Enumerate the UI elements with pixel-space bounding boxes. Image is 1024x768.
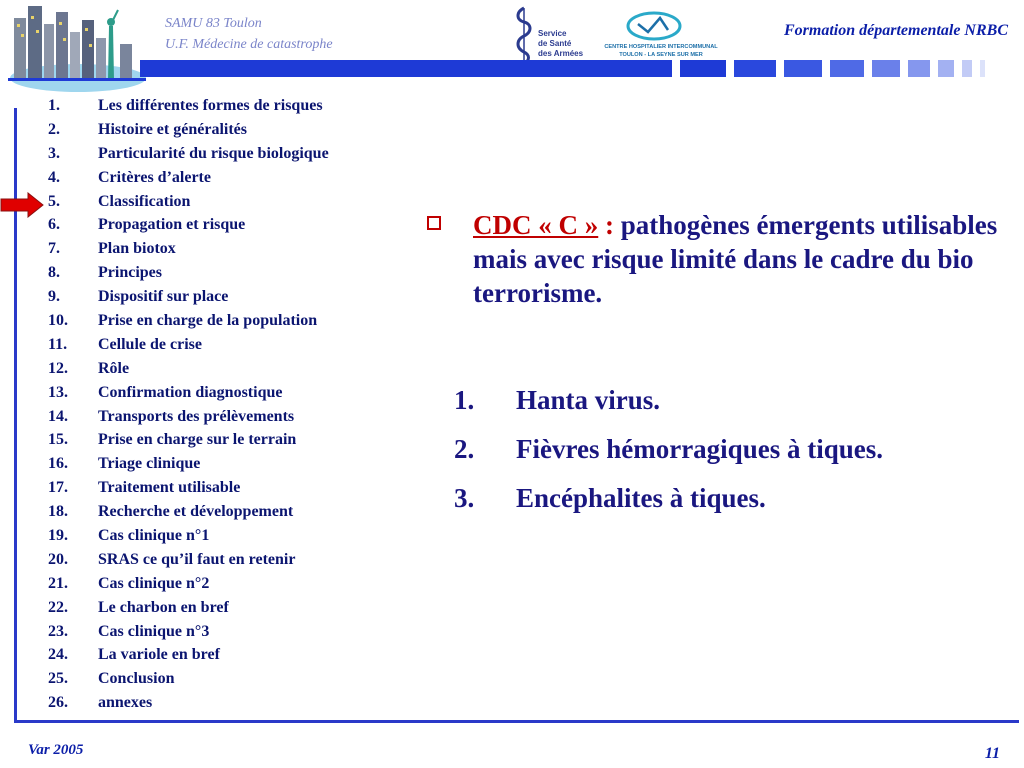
agenda-item-label: Transports des prélèvements	[98, 407, 295, 425]
agenda-item-label: Critères d’alerte	[98, 168, 211, 186]
agenda-item	[48, 548, 438, 572]
agenda-item-number: 8.	[48, 264, 60, 282]
agenda-item-number: 7.	[48, 240, 60, 258]
agenda-item-label: Cas clinique n°1	[98, 527, 210, 545]
agenda-item-number: 3.	[48, 144, 60, 162]
agenda-item-label: Cellule de crise	[98, 335, 202, 353]
cdc-category-term: CDC « C »	[473, 210, 599, 240]
course-title: Formation départementale NRBC	[783, 22, 1008, 39]
pathogen-item-number: 2.	[454, 434, 475, 464]
current-item-arrow-icon	[0, 192, 44, 218]
agenda-item-number: 10.	[48, 312, 68, 330]
agenda-item-label: Recherche et développement	[98, 503, 294, 521]
agenda-item-label: Prise en charge sur le terrain	[98, 431, 297, 449]
agenda-item	[48, 142, 438, 166]
agenda-item	[48, 357, 438, 381]
city-skyline-logo	[8, 4, 146, 92]
agenda-item-label: Dispositif sur place	[98, 288, 229, 306]
ssa-logo-line-2: de Santé	[538, 39, 572, 48]
agenda-item-label: Confirmation diagnostique	[98, 383, 283, 401]
agenda-item-label: La variole en bref	[98, 646, 220, 664]
agenda-item-number: 2.	[48, 120, 60, 138]
hospital-logo-line-2: TOULON - LA SEYNE SUR MER	[619, 52, 703, 58]
agenda-item	[48, 237, 438, 261]
agenda-item-number: 19.	[48, 527, 68, 545]
agenda-item-number: 24.	[48, 646, 68, 664]
header-band	[140, 60, 1020, 77]
footer-label: Var 2005	[28, 742, 84, 758]
agenda-item-label: Plan biotox	[98, 240, 176, 258]
agenda-item-number: 15.	[48, 431, 68, 449]
ssa-logo-line-1: Service	[538, 29, 567, 38]
agenda-item	[48, 572, 438, 596]
agenda-item-number: 23.	[48, 622, 68, 640]
agenda-item-number: 17.	[48, 479, 68, 497]
agenda-item-label: Prise en charge de la population	[98, 312, 318, 330]
agenda-item	[48, 643, 438, 667]
agenda-item-number: 13.	[48, 383, 68, 401]
agenda-item-label: Particularité du risque biologique	[98, 144, 329, 162]
agenda-item-label: Traitement utilisable	[98, 479, 241, 497]
agenda-item	[48, 620, 438, 644]
agenda-item	[48, 667, 438, 691]
main-paragraph-text: pathogènes émergents utilisables mais avec risque limité dans le cadre du bio terrorisme.	[473, 210, 998, 308]
agenda-item-label: Triage clinique	[98, 455, 201, 473]
agenda-item-number: 5.	[48, 192, 60, 210]
agenda-item-number: 21.	[48, 574, 68, 592]
agenda-item	[48, 452, 438, 476]
pathogen-item-number: 1.	[454, 385, 475, 415]
agenda-item-label: Rôle	[98, 359, 130, 377]
agenda-item-number: 9.	[48, 288, 60, 306]
agenda-item	[48, 261, 438, 285]
organization-name: SAMU 83 Toulon	[165, 16, 262, 31]
agenda-item-number: 26.	[48, 694, 68, 712]
agenda-item	[48, 118, 438, 142]
agenda-item-number: 20.	[48, 550, 68, 568]
agenda-item	[48, 524, 438, 548]
page-number: 11	[984, 745, 1000, 762]
pathogen-item-number: 3.	[454, 483, 475, 513]
agenda-item	[48, 213, 438, 237]
agenda-item-number: 22.	[48, 598, 68, 616]
agenda-item-label: Classification	[98, 192, 191, 210]
agenda-item	[48, 94, 438, 118]
agenda-item	[48, 285, 438, 309]
agenda-item-number: 4.	[48, 168, 60, 186]
agenda-item	[48, 428, 438, 452]
agenda-item-label: Principes	[98, 264, 162, 282]
agenda-item-number: 12.	[48, 359, 68, 377]
square-bullet-icon	[427, 216, 441, 230]
agenda-item	[48, 596, 438, 620]
agenda-item	[48, 166, 438, 190]
agenda-item-number: 1.	[48, 97, 60, 114]
agenda-item	[48, 190, 438, 214]
organization-unit: U.F. Médecine de catastrophe	[165, 37, 333, 52]
agenda-item	[48, 500, 438, 524]
agenda-item	[48, 691, 438, 715]
agenda-item-number: 18.	[48, 503, 68, 521]
service-sante-armees-logo	[510, 6, 590, 66]
agenda-item-label: Histoire et généralités	[98, 120, 247, 138]
agenda-item	[48, 476, 438, 500]
bottom-rule	[14, 720, 1019, 723]
agenda-item-label: Le charbon en bref	[98, 598, 229, 616]
agenda-item-label: SRAS ce qu’il faut en retenir	[98, 550, 296, 568]
agenda-item	[48, 309, 438, 333]
hospital-logo	[602, 10, 720, 62]
agenda-item-label: Cas clinique n°3	[98, 622, 210, 640]
pathogen-item-text: Hanta virus.	[516, 385, 661, 415]
agenda-item-number: 11.	[48, 335, 68, 353]
agenda-item-label: annexes	[98, 694, 153, 712]
agenda-item	[48, 333, 438, 357]
agenda-item-number: 6.	[48, 216, 60, 234]
agenda-item-number: 14.	[48, 407, 68, 425]
pathogen-item-text: Encéphalites à tiques.	[516, 483, 766, 513]
agenda-list	[48, 94, 438, 715]
agenda-item-label: Conclusion	[98, 670, 175, 688]
agenda-item-label: Cas clinique n°2	[98, 574, 210, 592]
term-colon: :	[605, 210, 614, 240]
agenda-item	[48, 381, 438, 405]
pathogen-item-text: Fièvres hémorragiques à tiques.	[516, 434, 883, 464]
ssa-logo-line-3: des Armées	[538, 49, 584, 58]
agenda-item	[48, 405, 438, 429]
agenda-item-label: Propagation et risque	[98, 216, 246, 234]
hospital-logo-line-1: CENTRE HOSPITALIER INTERCOMMUNAL	[604, 44, 718, 50]
agenda-item-label: Les différentes formes de risques	[98, 97, 323, 114]
main-paragraph	[473, 208, 1013, 310]
agenda-item-number: 25.	[48, 670, 68, 688]
agenda-item-number: 16.	[48, 455, 68, 473]
